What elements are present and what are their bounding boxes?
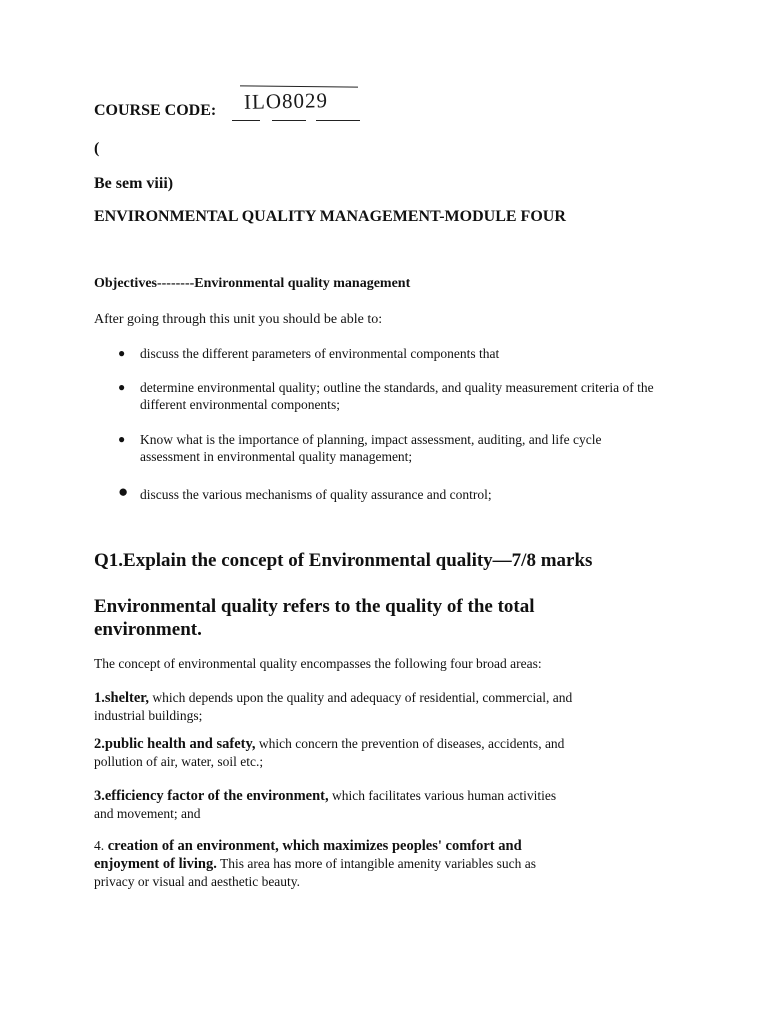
bullet-icon: ● <box>118 380 126 394</box>
area-description: This area has more of intangible amenity variables such as privacy or visual and aesthetic beauty. <box>94 856 536 889</box>
bullet-icon: ● <box>118 432 126 446</box>
area-description: which concern the prevention of diseases, accidents, and pollution of air, water, soil etc.; <box>94 736 565 769</box>
stamp-top-line <box>240 85 358 87</box>
area-item <box>94 689 574 724</box>
definition-heading: Environmental quality refers to the quality of the total environment. <box>94 596 535 640</box>
objective-text: discuss the various mechanisms of quality assurance and control; <box>140 487 492 502</box>
objective-text: discuss the different parameters of environmental components that <box>140 346 500 361</box>
semester-label: Be sem viii) <box>94 175 174 192</box>
question-heading: Q1.Explain the concept of Environmental quality—7/8 marks <box>94 550 593 571</box>
objectives-intro: After going through this unit you should be able to: <box>94 312 383 327</box>
course-code-label: COURSE CODE: <box>94 102 217 119</box>
objective-text: determine environmental quality; outline the standards, and quality measurement criteria of the different environmental components; <box>140 380 654 412</box>
area-title: creation of an environment, which maximizes peoples' comfort and enjoyment of living. <box>94 838 522 872</box>
bullet-icon: ● <box>118 346 126 360</box>
area-description: which facilitates various human activities and movement; and <box>94 788 557 821</box>
area-description: which depends upon the quality and adequacy of residential, commercial, and industrial buildings; <box>94 690 573 723</box>
area-title: 1.shelter, <box>94 690 150 706</box>
area-item <box>94 735 574 770</box>
objective-text: Know what is the importance of planning, impact assessment, auditing, and life cycle assessment in environmental quality management; <box>140 432 602 464</box>
area-title: 3.efficiency factor of the environment, <box>94 788 329 804</box>
stamp-underline <box>232 120 360 121</box>
course-code-stamp <box>232 84 362 124</box>
module-title: ENVIRONMENTAL QUALITY MANAGEMENT-MODULE FOUR <box>94 208 566 225</box>
open-paren: ( <box>94 140 100 157</box>
concept-intro: The concept of environmental quality encompasses the following four broad areas: <box>94 656 542 671</box>
area-item <box>94 837 574 890</box>
course-code-value: ILO8029 <box>243 88 329 114</box>
bullet-icon: ● <box>118 482 129 501</box>
area-number: 4. <box>94 838 105 853</box>
area-title: 2.public health and safety, <box>94 736 256 752</box>
objectives-heading: Objectives--------Environmental quality management <box>94 276 411 291</box>
area-item <box>94 787 574 822</box>
